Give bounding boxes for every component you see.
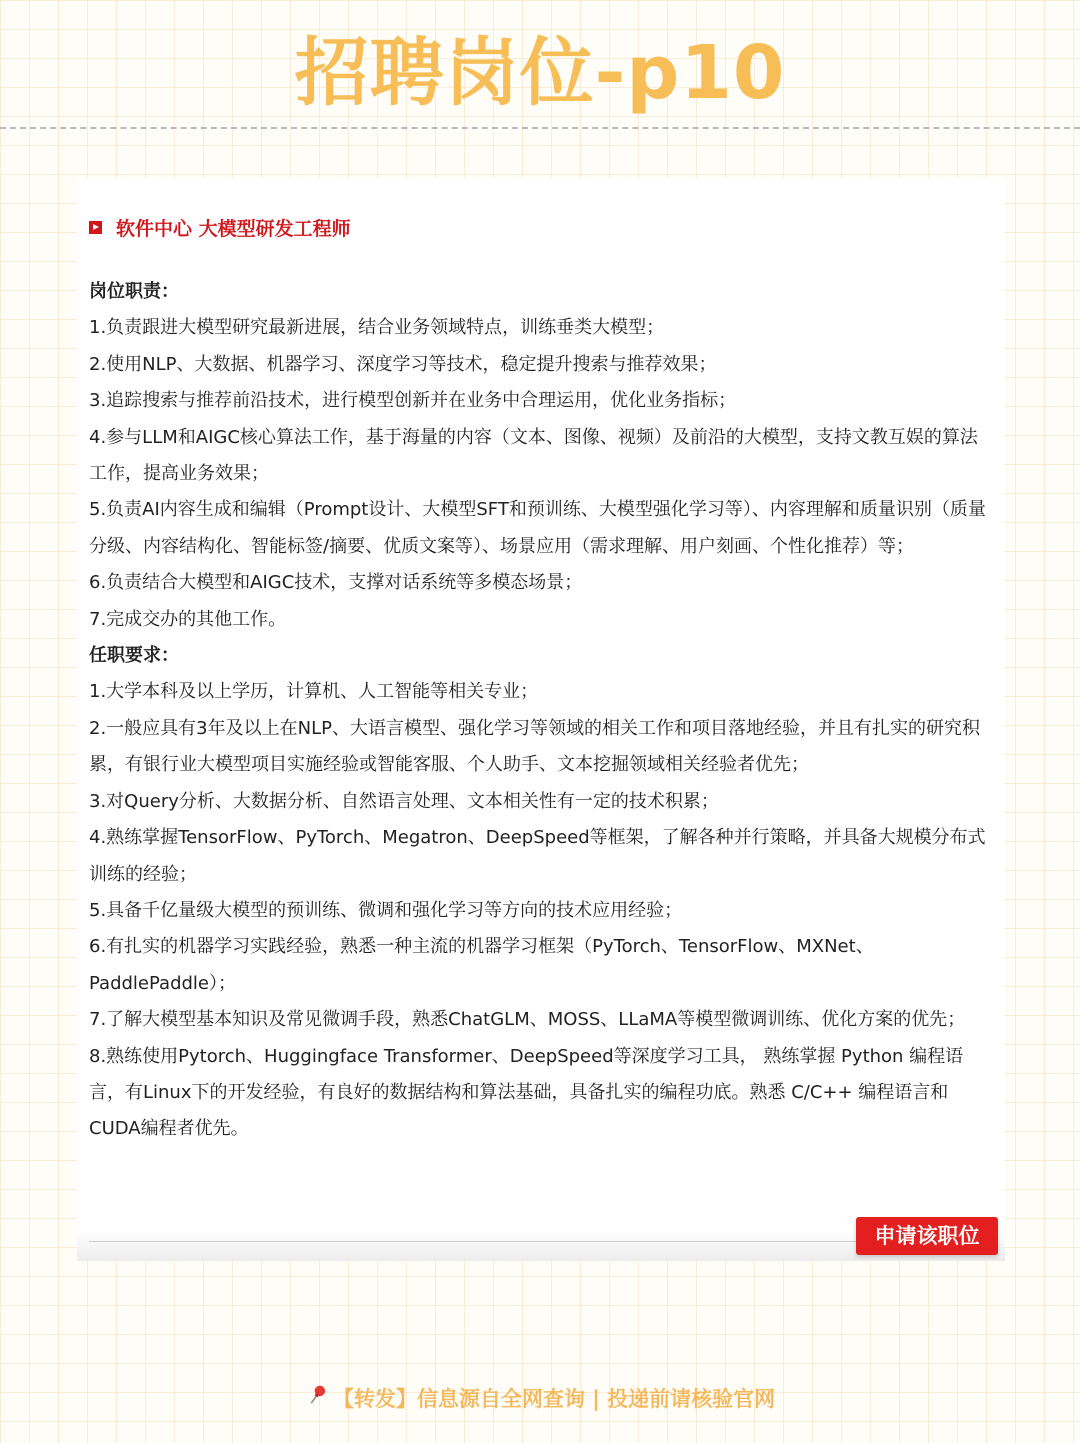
requirement-item: 6.有扎实的机器学习实践经验，熟悉一种主流的机器学习框架（PyTorch、TensorFlow、MXNet、PaddlePaddle）； <box>89 936 874 994</box>
footer-note <box>0 1382 1080 1417</box>
play-icon <box>89 221 102 234</box>
requirements-heading: 任职要求： <box>89 645 179 667</box>
job-header <box>89 214 351 241</box>
responsibility-item: 7.完成交办的其他工作。 <box>89 608 287 630</box>
job-title: 软件中心 大模型研发工程师 <box>116 218 351 240</box>
requirement-item: 7.了解大模型基本知识及常见微调手段，熟悉ChatGLM、MOSS、LLaMA等模型微调训练、优化方案的优先； <box>89 1009 966 1031</box>
pin-icon <box>305 1383 329 1417</box>
responsibility-item: 5.负责AI内容生成和编辑（Prompt设计、大模型SFT和预训练、大模型强化学习等）、内容理解和质量识别（质量分级、内容结构化、智能标签/摘要、优质文案等）、场景应用（需求理解、用户刻画、个性化推荐）等； <box>89 499 986 557</box>
responsibility-item: 6.负责结合大模型和AIGC技术，支撑对话系统等多模态场景； <box>89 572 583 594</box>
card-divider <box>89 1241 857 1242</box>
requirement-item: 4.熟练掌握TensorFlow、PyTorch、Megatron、DeepSpeed等框架，了解各种并行策略，并具备大规模分布式训练的经验； <box>89 827 986 885</box>
apply-button[interactable]: 申请该职位 <box>856 1217 998 1255</box>
page-title: 招聘岗位-p10 <box>294 30 786 116</box>
footer-note-text: 【转发】信息源自全网查询 | 投递前请核验官网 <box>332 1387 776 1411</box>
requirement-item: 8.熟练使用Pytorch、Huggingface Transformer、DeepSpeed等深度学习工具， 熟练掌握 Python 编程语言，有Linux下的开发经验，有良好的数据结构和算法基础，具备扎实的编程功底。熟悉 C/C++ 编程语言和CUDA编程者优先。 <box>89 1045 964 1140</box>
job-description <box>89 274 995 1148</box>
responsibility-item: 1.负责跟进大模型研究最新进展，结合业务领域特点，训练垂类大模型； <box>89 317 665 339</box>
responsibility-item: 4.参与LLM和AIGC核心算法工作，基于海量的内容（文本、图像、视频）及前沿的大模型，支持文教互娱的算法工作，提高业务效果； <box>89 426 978 485</box>
responsibility-item: 2.使用NLP、大数据、机器学习、深度学习等技术，稳定提升搜索与推荐效果； <box>89 353 717 375</box>
requirement-item: 1.大学本科及以上学历，计算机、人工智能等相关专业； <box>89 681 539 703</box>
requirement-item: 2.一般应具有3年及以上在NLP、大语言模型、强化学习等领域的相关工作和项目落地经验，并且有扎实的研究积累，有银行业大模型项目实施经验或智能客服、个人助手、文本挖掘领域相关经验者优先； <box>89 717 980 776</box>
requirement-item: 3.对Query分析、大数据分析、自然语言处理、文本相关性有一定的技术积累； <box>89 790 719 812</box>
requirement-item: 5.具备千亿量级大模型的预训练、微调和强化学习等方向的技术应用经验； <box>89 899 683 921</box>
responsibilities-heading: 岗位职责： <box>89 281 179 302</box>
title-divider <box>0 127 1080 129</box>
job-card <box>77 178 1005 1261</box>
responsibility-item: 3.追踪搜索与推荐前沿技术，进行模型创新并在业务中合理运用，优化业务指标； <box>89 390 737 412</box>
